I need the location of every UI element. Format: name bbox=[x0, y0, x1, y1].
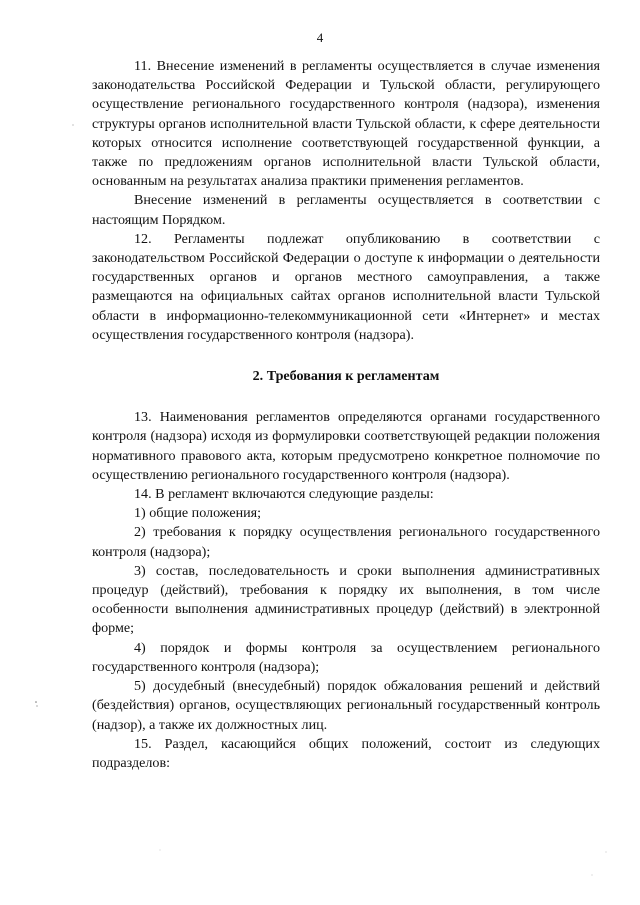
paragraph-13: 13. Наименования регламентов определяются органами государственного контроля (надзора) исходя из формулировки соответствующей редакции положения нормативного правового акта, которым предусмотрено конкретное полномочие по осуществлению регионального государственного контроля (надзора). bbox=[92, 409, 600, 483]
section-title: 2. Требования к регламентам bbox=[252, 368, 440, 385]
scan-speck bbox=[35, 701, 37, 703]
list-item-5: 5) досудебный (внесудебный) порядок обжалования решений и действий (бездействия) органов, осуществляющих региональный государственный контроль (надзор), а также их должностных лиц. bbox=[92, 678, 600, 733]
scan-speck bbox=[36, 705, 37, 706]
paragraph-14: 14. В регламент включаются следующие разделы: bbox=[134, 486, 434, 503]
list-item-1: 1) общие положения; bbox=[134, 505, 262, 522]
paragraph-15: 15. Раздел, касающийся общих положений, состоит из следующих подразделов: bbox=[92, 735, 600, 771]
page-number: 4 bbox=[316, 30, 324, 45]
paragraph-amendment-procedure: Внесение изменений в регламенты осуществляется в соответствии с настоящим Порядком. bbox=[92, 192, 600, 228]
document-body bbox=[92, 57, 600, 773]
list-item-2: 2) требования к порядку осуществления регионального государственного контроля (надзора); bbox=[92, 524, 600, 560]
paragraph-12: 12. Регламенты подлежат опубликованию в соответствии с законодательством Российской Федерации о доступе к информации о деятельности государственных органов и органов местного самоуправления, а также размещаются на официальных сайтах органов исполнительной власти Тульской области в информационно-телекоммуникационной сети «Интернет» и местах осуществления государственного контроля (надзора). bbox=[92, 230, 600, 343]
scan-speck bbox=[606, 852, 607, 853]
list-item-4: 4) порядок и формы контроля за осуществлением регионального государственного контроля (надзора); bbox=[92, 639, 600, 675]
paragraph-11: 11. Внесение изменений в регламенты осуществляется в случае изменения законодательства Российской Федерации и Тульской области, регулирующего осуществление регионального государственного контроля (надзора), изменения структуры органов исполнительной власти Тульской области, к сфере деятельности которых относится исполнение соответствующей государственной функции, а также по предложениям органов исполнительной власти Тульской области, основанным на результатах анализа практики применения регламентов. bbox=[92, 58, 600, 190]
scan-speck bbox=[72, 124, 73, 125]
scan-speck bbox=[160, 850, 161, 851]
scan-speck bbox=[592, 875, 593, 876]
list-item-3: 3) состав, последовательность и сроки выполнения административных процедур (действий), требования к порядку их выполнения, в том числе особенности выполнения административных процедур (действий) в электронной форме; bbox=[92, 562, 600, 637]
